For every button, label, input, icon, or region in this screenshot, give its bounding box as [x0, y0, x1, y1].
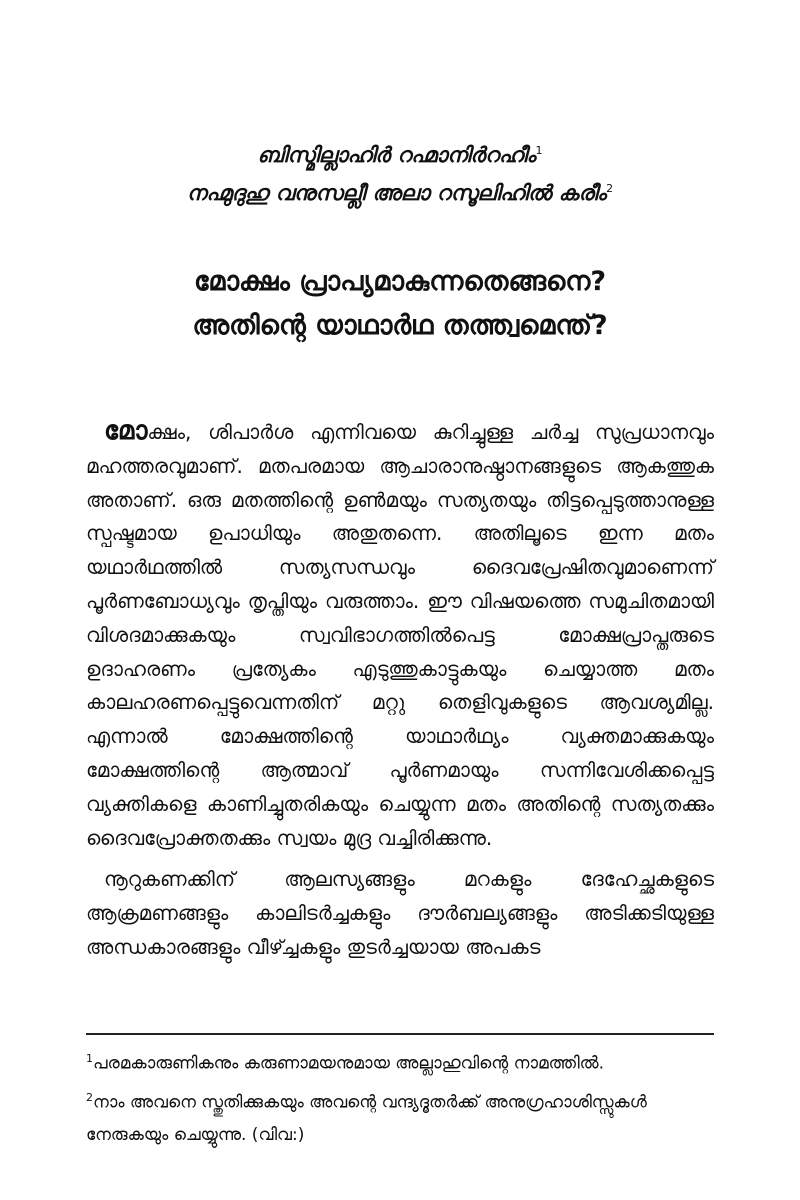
footnote-marker-2: 2	[606, 182, 614, 195]
footnote-2-text: നാം അവനെ സ്തുതിക്കുകയും അവന്റെ വന്ദ്യദൂതർക്ക് അനുഗ്രഹാശിസ്സുകൾ നേരുകയും ചെയ്യുന്നു. (വിവ:)	[86, 1092, 647, 1146]
footnote-1-mark: 1	[86, 1052, 93, 1065]
drop-cap: മോ	[104, 416, 148, 446]
invocation-line-1	[80, 134, 720, 172]
paragraph-1	[86, 415, 714, 855]
paragraph-2: നൂറുകണക്കിന് ആലസ്യങ്ങളും മറകളും ദേഹേച്ഛകളുടെ ആക്രമണങ്ങളും കാലിടർച്ചകളും ദൗർബല്യങ്ങളും അടിക്കടിയുള്ള അന്ധകാരങ്ങളും വീഴ്ച്ചകളും തുടർച്ചയായ അപകട	[86, 867, 714, 959]
footnote-2	[86, 1081, 714, 1153]
paragraph-1-text: ക്ഷം, ശിപാർശ എന്നിവയെ കുറിച്ചുള്ള ചർച്ച സുപ്രധാനവും മഹത്തരവുമാണ്. മതപരമായ ആചാരാനുഷ്ഠാനങ്ങളുടെ ആകത്തുക അതാണ്. ഒരു മതത്തിന്റെ ഉൺമയും സത്യതയും തിട്ടപ്പെടുത്താനുള്ള സ്പഷ്ടമായ ഉപാധിയും അതുതന്നെ. അതിലൂടെ ഇന്ന മതം യഥാർഥത്തിൽ സത്യസന്ധവും ദൈവപ്രേഷിതവുമാണെന്ന് പൂർണബോധ്യവും തൃപ്തിയും വരുത്താം. ഈ വിഷയത്തെ സമുചിതമായി വിശദമാക്കുകയും സ്വവിഭാഗത്തിൽപെട്ട മോക്ഷപ്രാപ്തരുടെ ഉദാഹരണം പ്രത്യേകം എടുത്തുകാട്ടുകയും ചെയ്യാത്ത മതം കാലഹരണപ്പെട്ടുവെന്നതിന് മറ്റു തെളിവുകളുടെ ആവശ്യമില്ല. എന്നാൽ മോക്ഷത്തിന്റെ യാഥാർഥ്യം വ്യക്തമാക്കുകയും മോക്ഷത്തിന്റെ ആത്മാവ് പൂർണമായും സന്നിവേശിക്കപ്പെട്ട വ്യക്തികളെ കാണിച്ചുതരികയും ചെയ്യുന്ന മതം അതിന്റെ സത്യതക്കും ദൈവപ്രോക്തതക്കും സ്വയം മുദ്ര വച്ചിരിക്കുന്നു.	[86, 420, 714, 850]
invocation-line-1-text: ബിസ്മില്ലാഹിർ റഹ്മാനിർറഹീം	[257, 143, 536, 167]
footnote-divider	[86, 1033, 714, 1035]
footnote-1	[86, 1042, 714, 1081]
footnotes	[86, 1042, 714, 1152]
footnote-2-mark: 2	[86, 1090, 93, 1104]
footnote-1-text: പരമകാരുണികനും കരുണാമയനുമായ അല്ലാഹുവിന്റെ നാമത്തിൽ.	[93, 1053, 604, 1074]
body-text	[86, 415, 714, 973]
invocation-line-2-text: നഹ്മുദുഹു വനുസല്ലീ അലാ റസൂലിഹിൽ കരീം	[186, 181, 607, 205]
chapter-title-line-2: അതിന്റെ യാഥാർഥ തത്ത്വമെന്ത്?	[192, 310, 608, 341]
chapter-title	[60, 260, 740, 348]
invocation-line-2	[80, 172, 720, 210]
invocation	[80, 134, 720, 210]
footnote-marker-1: 1	[535, 144, 543, 157]
chapter-title-line-1: മോക്ഷം പ്രാപ്യമാകുന്നതെങ്ങനെ?	[193, 266, 607, 297]
